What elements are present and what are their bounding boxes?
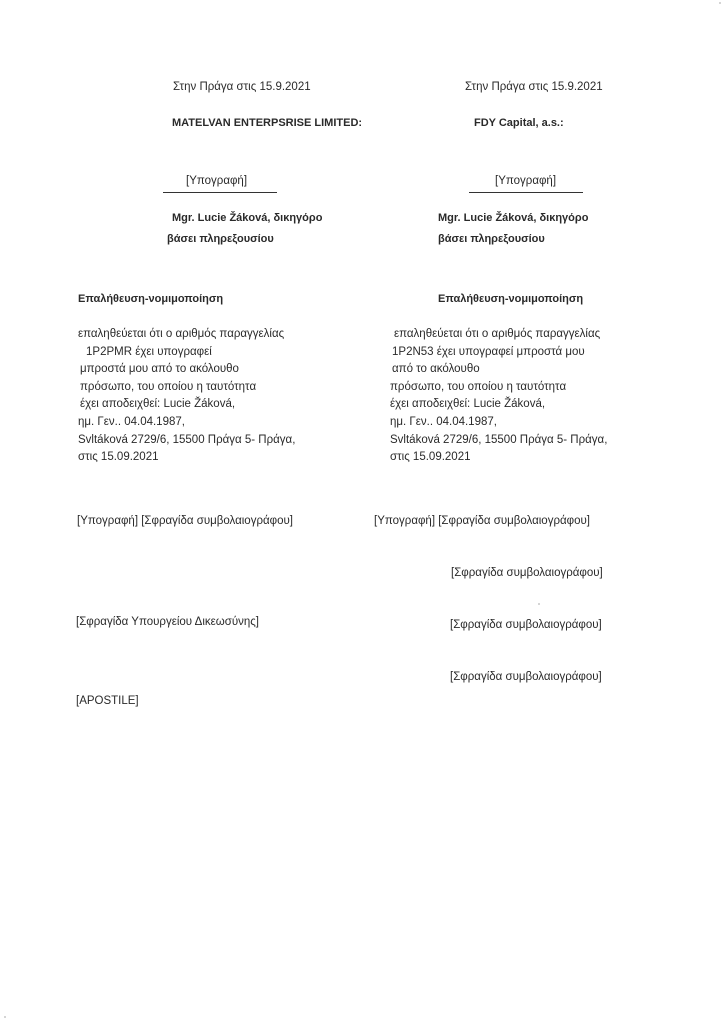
left-verification-heading: Επαλήθευση-νομιμοποίηση	[78, 293, 224, 305]
left-verification-line: επαληθεύεται ότι ο αριθμός παραγγελίας	[78, 328, 285, 340]
right-notary-stamp: [Σφραγίδα συμβολαιογράφου]	[450, 671, 602, 683]
left-signatory-name: Mgr. Lucie Žáková, δικηγόρο	[172, 212, 323, 224]
right-verification-line: επαληθεύεται ότι ο αριθμός παραγγελίας	[394, 328, 601, 340]
left-signature-line	[163, 192, 277, 193]
right-signatory-basis: βάσει πληρεξουσίου	[438, 233, 545, 245]
scan-speck	[4, 1016, 6, 1018]
right-verification-line: από το ακόλουθο	[392, 363, 480, 376]
right-verification-text	[388, 326, 608, 467]
right-signature-placeholder: [Υπογραφή]	[495, 175, 557, 187]
left-verification-line: στις 15.09.2021	[78, 451, 159, 464]
left-verification-line: πρόσωπο, του οποίου η ταυτότητα	[80, 380, 257, 393]
left-company-name: MATELVAN ENTERPSRISE LIMITED:	[172, 117, 363, 129]
right-signature-line	[469, 192, 583, 193]
left-verification-text	[72, 326, 296, 467]
left-ministry-stamp: [Σφραγίδα Υπουργείου Δικεωσύνης]	[76, 616, 260, 628]
scan-speck	[719, 2, 721, 4]
right-verification-heading: Επαλήθευση-νομιμοποίηση	[438, 293, 584, 305]
right-place-date: Στην Πράγα στις 15.9.2021	[465, 81, 603, 93]
right-company-name: FDY Capital, a.s.:	[474, 117, 564, 129]
left-apostille: [APOSTILE]	[76, 695, 139, 707]
left-verification-line: έχει αποδειχθεί: Lucie Žáková,	[80, 398, 236, 411]
right-signature-stamp: [Υπογραφή] [Σφραγίδα συμβολαιογράφου]	[374, 515, 590, 527]
left-signature-stamp: [Υπογραφή] [Σφραγίδα συμβολαιογράφου]	[77, 515, 293, 527]
left-signatory-basis: βάσει πληρεξουσίου	[167, 233, 274, 245]
right-notary-stamp: [Σφραγίδα συμβολαιογράφου]	[451, 567, 603, 579]
scan-speck	[538, 603, 540, 605]
left-verification-line: μπροστά μου από το ακόλουθο	[80, 363, 239, 376]
right-verification-line: πρόσωπο, του οποίου η ταυτότητα	[390, 380, 567, 393]
right-verification-line: Svltáková 2729/6, 15500 Πράγα 5- Πράγα,	[390, 433, 608, 446]
left-verification-line: ημ. Γεν.. 04.04.1987,	[78, 415, 185, 428]
left-verification-line: Svltáková 2729/6, 15500 Πράγα 5- Πράγα,	[78, 433, 296, 446]
left-place-date: Στην Πράγα στις 15.9.2021	[173, 81, 311, 93]
left-signature-placeholder: [Υπογραφή]	[186, 175, 248, 187]
right-verification-line: 1P2N53 έχει υπογραφεί μπροστά μου	[392, 345, 585, 358]
right-notary-stamp: [Σφραγίδα συμβολαιογράφου]	[450, 619, 602, 631]
right-verification-line: ημ. Γεν.. 04.04.1987,	[390, 415, 497, 428]
right-verification-line: έχει αποδειχθεί: Lucie Žáková,	[390, 398, 546, 411]
left-verification-line: 1P2PMR έχει υπογραφεί	[86, 345, 212, 358]
right-signatory-name: Mgr. Lucie Žáková, δικηγόρο	[438, 212, 589, 224]
right-verification-line: στις 15.09.2021	[390, 451, 471, 464]
